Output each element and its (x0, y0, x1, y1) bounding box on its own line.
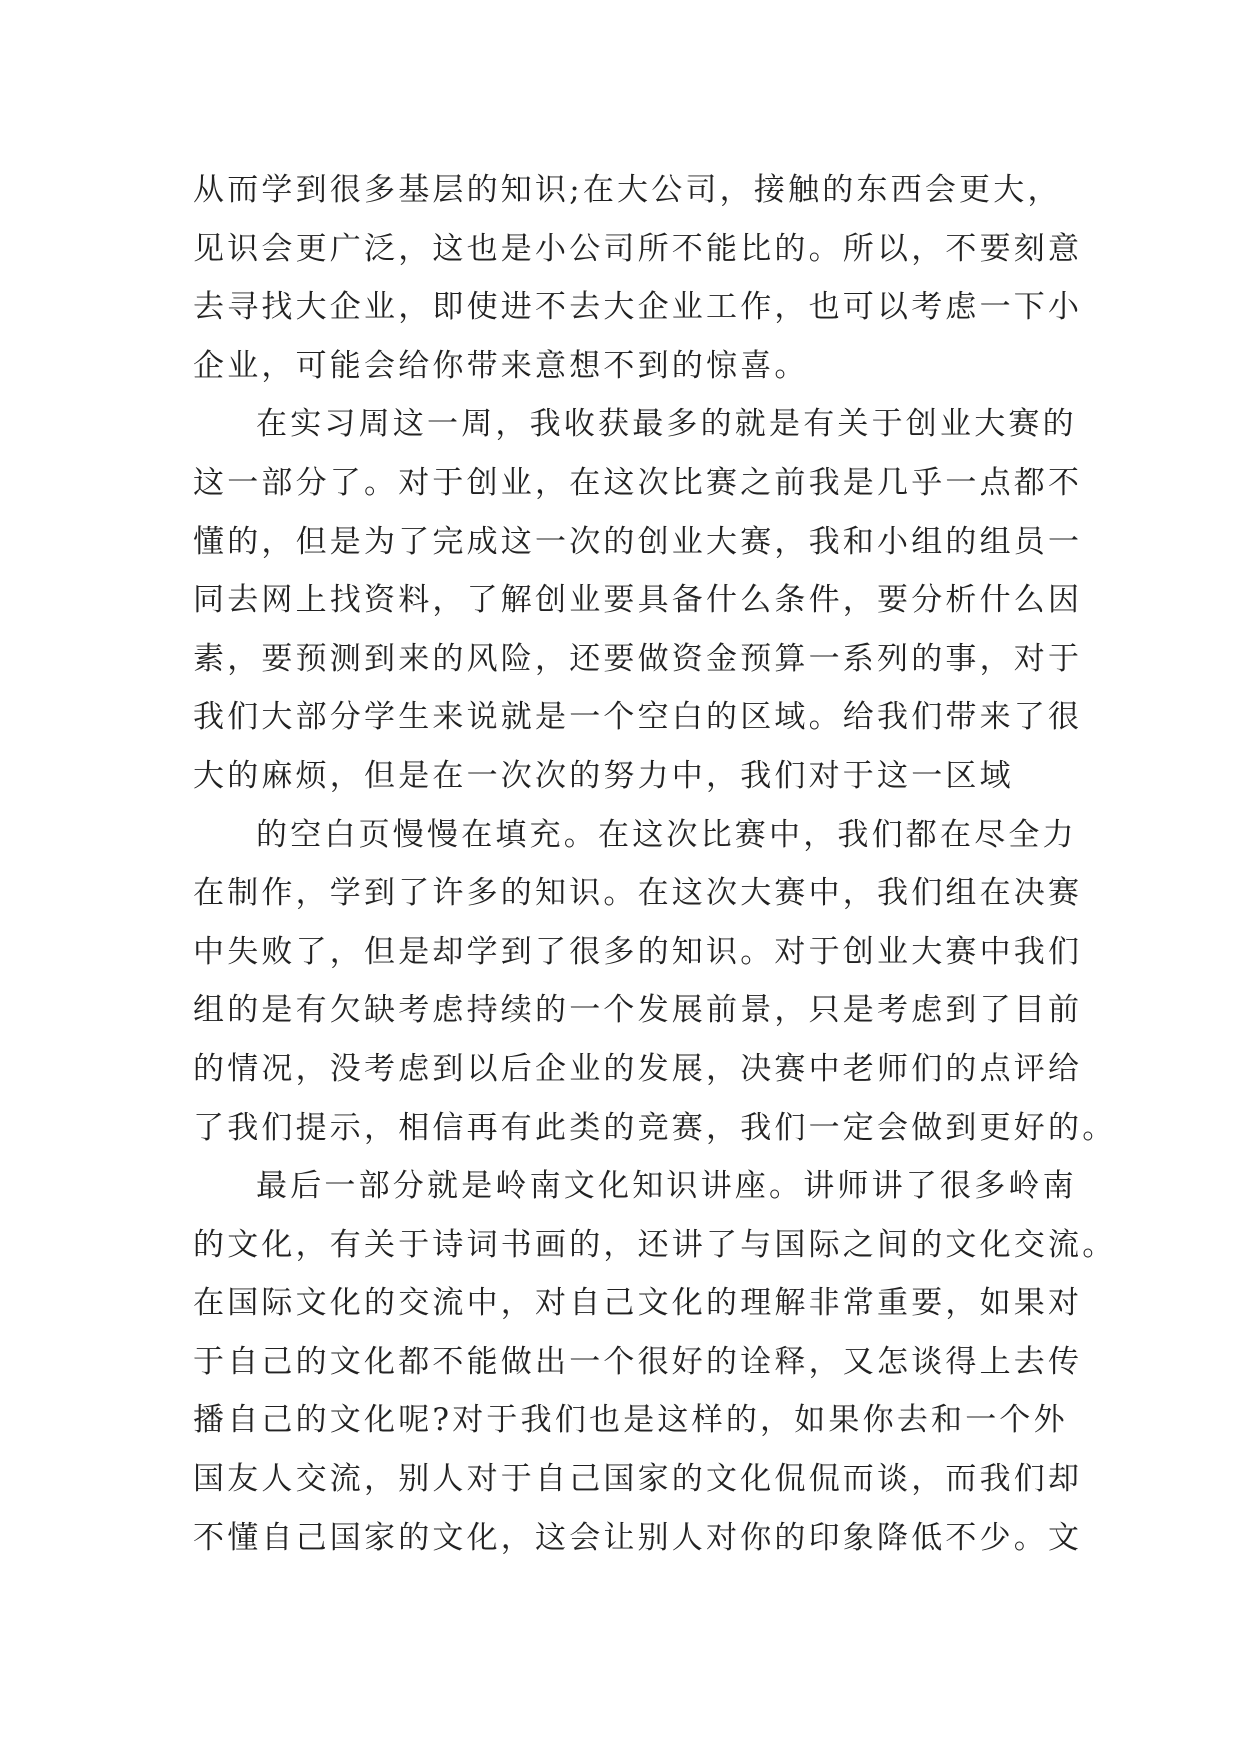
text-line: 的空白页慢慢在填充。在这次比赛中，我们都在尽全力 (256, 816, 1077, 853)
text-line: 于自己的文化都不能做出一个很好的诠释，又怎谈得上去传 (193, 1343, 1083, 1380)
text-line: 去寻找大企业，即使进不去大企业工作，也可以考虑一下小 (193, 289, 1083, 326)
text-line: 中失败了，但是却学到了很多的知识。对于创业大赛中我们 (193, 933, 1083, 970)
text-line: 同去网上找资料，了解创业要具备什么条件，要分析什么因 (193, 582, 1083, 619)
text-line: 最后一部分就是岭南文化知识讲座。讲师讲了很多岭南 (256, 1168, 1077, 1205)
text-line: 在制作，学到了许多的知识。在这次大赛中，我们组在决赛 (193, 875, 1083, 912)
text-line: 大的麻烦，但是在一次次的努力中，我们对于这一区域 (193, 757, 1014, 794)
text-line: 这一部分了。对于创业，在这次比赛之前我是几乎一点都不 (193, 464, 1083, 501)
text-line: 企业，可能会给你带来意想不到的惊喜。 (193, 347, 809, 384)
text-line: 见识会更广泛，这也是小公司所不能比的。所以，不要刻意 (193, 230, 1083, 267)
text-line: 的文化，有关于诗词书画的，还讲了与国际之间的文化交流。 (193, 1226, 1117, 1263)
text-line: 素，要预测到来的风险，还要做资金预算一系列的事，对于 (193, 640, 1083, 677)
text-line: 组的是有欠缺考虑持续的一个发展前景，只是考虑到了目前 (193, 992, 1083, 1029)
text-line: 不懂自己国家的文化，这会让别人对你的印象降低不少。文 (193, 1519, 1083, 1556)
text-line: 的情况，没考虑到以后企业的发展，决赛中老师们的点评给 (193, 1050, 1083, 1087)
text-line: 在国际文化的交流中，对自己文化的理解非常重要，如果对 (193, 1285, 1083, 1322)
body-text (193, 161, 1117, 1567)
text-line: 国友人交流，别人对于自己国家的文化侃侃而谈，而我们却 (193, 1461, 1083, 1498)
text-line: 我们大部分学生来说就是一个空白的区域。给我们带来了很 (193, 699, 1083, 736)
text-line: 懂的，但是为了完成这一次的创业大赛，我和小组的组员一 (193, 523, 1083, 560)
text-line: 在实习周这一周，我收获最多的就是有关于创业大赛的 (256, 406, 1077, 443)
text-line: 从而学到很多基层的知识;在大公司，接触的东西会更大， (193, 172, 1062, 208)
text-line: 了我们提示，相信再有此类的竞赛，我们一定会做到更好的。 (193, 1109, 1117, 1146)
text-line: 播自己的文化呢?对于我们也是这样的，如果你去和一个外 (193, 1402, 1068, 1439)
